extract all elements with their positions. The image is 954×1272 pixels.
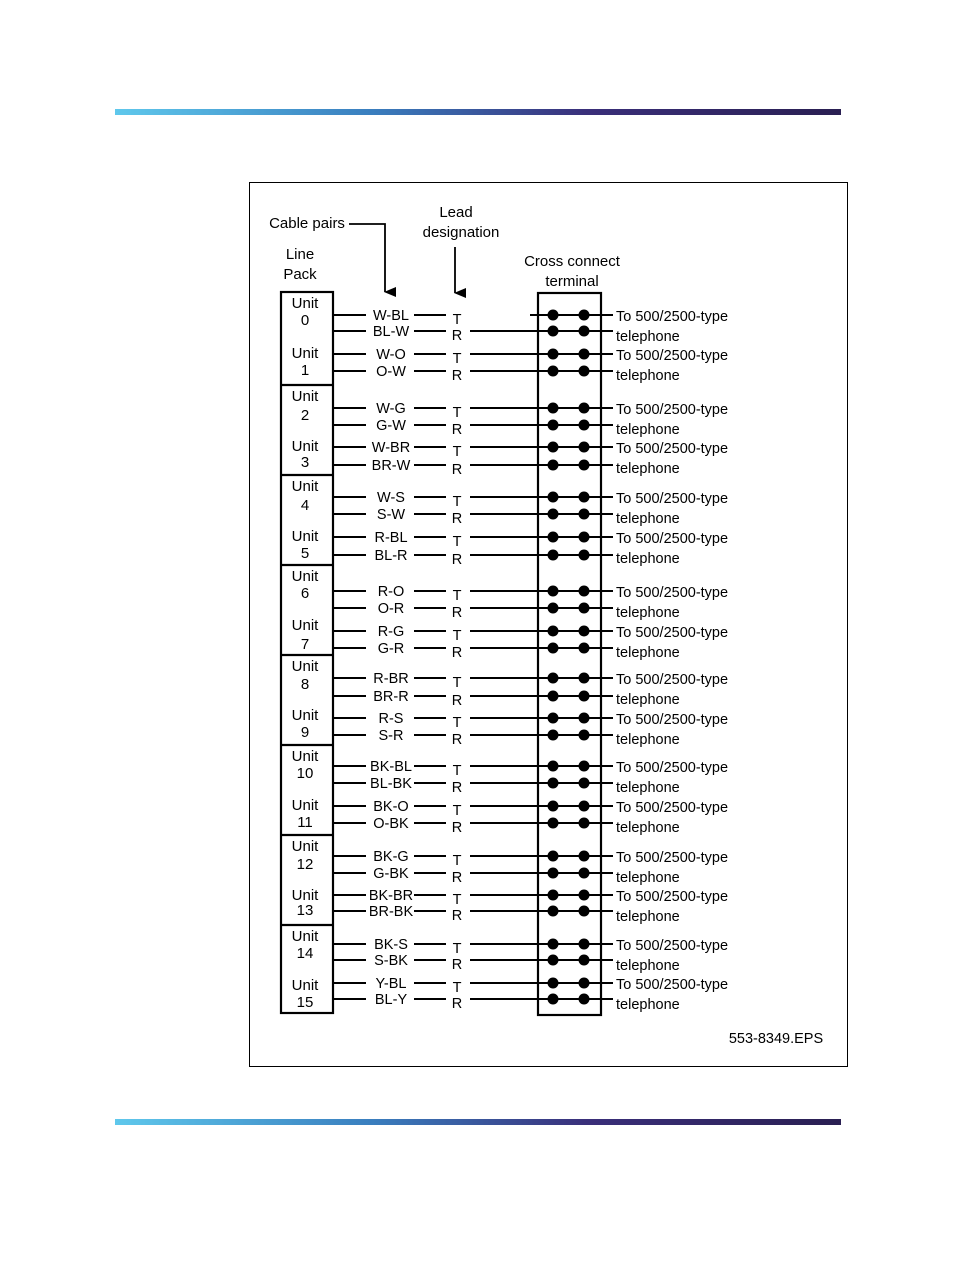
terminal-post bbox=[548, 603, 559, 614]
lead-designation: R bbox=[451, 693, 463, 709]
terminal-post bbox=[579, 730, 590, 741]
unit-label: Unit bbox=[291, 478, 319, 495]
unit-label: Unit bbox=[291, 797, 319, 814]
lead-designation: T bbox=[452, 588, 462, 604]
terminal-post bbox=[548, 403, 559, 414]
destination-label: To 500/2500-type bbox=[616, 348, 729, 364]
lead-designation: T bbox=[452, 941, 462, 957]
terminal-post bbox=[548, 420, 559, 431]
destination-label-line2: telephone bbox=[616, 645, 680, 661]
cable-pair-code: S-BK bbox=[374, 953, 408, 969]
unit-number: 11 bbox=[297, 814, 313, 831]
destination-label: To 500/2500-type bbox=[616, 531, 729, 547]
lead-designation: T bbox=[452, 444, 462, 460]
cable-pair-code: BK-BL bbox=[370, 759, 412, 775]
unit-label: Unit bbox=[291, 838, 319, 855]
destination-label-line2: telephone bbox=[616, 422, 680, 438]
lead-designation: T bbox=[452, 715, 462, 731]
terminal-post bbox=[579, 778, 590, 789]
terminal-post bbox=[579, 890, 590, 901]
unit-number: 14 bbox=[296, 945, 314, 962]
terminal-post bbox=[548, 778, 559, 789]
lead-designation: R bbox=[451, 820, 463, 836]
cable-pair-code: R-BR bbox=[373, 671, 409, 687]
terminal-post bbox=[579, 673, 590, 684]
cable-pairs-label: Cable pairs bbox=[269, 215, 345, 232]
terminal-post bbox=[579, 691, 590, 702]
destination-label: To 500/2500-type bbox=[616, 800, 729, 816]
terminal-post bbox=[548, 801, 559, 812]
cable-pair-code: W-O bbox=[376, 347, 406, 363]
cable-pair-code: BK-G bbox=[373, 849, 409, 865]
cable-pair-code: BR-R bbox=[373, 689, 409, 705]
unit-number: 9 bbox=[300, 724, 310, 741]
unit-label: Unit bbox=[291, 295, 319, 312]
cable-pair-code: BK-S bbox=[374, 937, 408, 953]
terminal-post bbox=[579, 801, 590, 812]
cable-pair-code: W-BL bbox=[373, 308, 409, 324]
terminal-post bbox=[579, 906, 590, 917]
unit-number: 7 bbox=[300, 636, 310, 653]
destination-label: To 500/2500-type bbox=[616, 760, 729, 776]
cable-pair-code: W-G bbox=[376, 401, 406, 417]
unit-label: Unit bbox=[291, 748, 319, 765]
cable-pair-code: O-BK bbox=[373, 816, 409, 832]
cable-pair-code: R-O bbox=[377, 584, 405, 600]
lead-designation: T bbox=[452, 892, 462, 908]
destination-label: To 500/2500-type bbox=[616, 889, 729, 905]
lead-designation: T bbox=[452, 494, 462, 510]
terminal-post bbox=[579, 955, 590, 966]
lead-designation: T bbox=[452, 853, 462, 869]
terminal-post bbox=[548, 532, 559, 543]
cable-pair-code: R-BL bbox=[374, 530, 408, 546]
terminal-post bbox=[548, 442, 559, 453]
lead-designation: R bbox=[451, 462, 463, 478]
terminal-post bbox=[579, 366, 590, 377]
unit-label: Unit bbox=[291, 887, 319, 904]
unit-number: 6 bbox=[300, 585, 310, 602]
terminal-post bbox=[579, 761, 590, 772]
cable-pair-code: W-S bbox=[377, 490, 405, 506]
terminal-post bbox=[548, 818, 559, 829]
terminal-post bbox=[579, 586, 590, 597]
destination-label-line2: telephone bbox=[616, 780, 680, 796]
destination-label: To 500/2500-type bbox=[616, 850, 729, 866]
cable-pairs-arrow bbox=[349, 224, 385, 292]
terminal-post bbox=[548, 868, 559, 879]
unit-label: Unit bbox=[291, 617, 319, 634]
terminal-post bbox=[579, 713, 590, 724]
terminal-post bbox=[579, 532, 590, 543]
unit-number: 0 bbox=[300, 312, 310, 329]
terminal-post bbox=[548, 939, 559, 950]
unit-label: Unit bbox=[291, 707, 319, 724]
lead-designation: T bbox=[452, 675, 462, 691]
cross-connect-label-line2: terminal bbox=[545, 273, 599, 290]
destination-label-line2: telephone bbox=[616, 551, 680, 567]
lead-designation: T bbox=[452, 628, 462, 644]
terminal-post bbox=[548, 713, 559, 724]
terminal-post bbox=[579, 460, 590, 471]
unit-label: Unit bbox=[291, 568, 319, 585]
destination-label: To 500/2500-type bbox=[616, 309, 729, 325]
cable-pair-code: R-S bbox=[378, 711, 404, 727]
terminal-post bbox=[548, 509, 559, 520]
destination-label: To 500/2500-type bbox=[616, 441, 729, 457]
terminal-post bbox=[548, 673, 559, 684]
cable-pair-code: BK-O bbox=[373, 799, 409, 815]
unit-number: 8 bbox=[300, 676, 310, 693]
destination-label-line2: telephone bbox=[616, 958, 680, 974]
destination-label-line2: telephone bbox=[616, 732, 680, 748]
unit-number: 15 bbox=[296, 994, 314, 1011]
terminal-post bbox=[548, 550, 559, 561]
unit-label: Unit bbox=[291, 658, 319, 675]
cable-pair-code: BK-BR bbox=[368, 888, 414, 904]
lead-designation: T bbox=[452, 763, 462, 779]
destination-label-line2: telephone bbox=[616, 870, 680, 886]
terminal-post bbox=[579, 492, 590, 503]
terminal-post bbox=[579, 442, 590, 453]
cross-connect-terminal-box bbox=[538, 293, 601, 1015]
terminal-post bbox=[579, 626, 590, 637]
destination-label: To 500/2500-type bbox=[616, 491, 729, 507]
destination-label: To 500/2500-type bbox=[616, 938, 729, 954]
lead-designation: R bbox=[451, 870, 463, 886]
destination-label: To 500/2500-type bbox=[616, 977, 729, 993]
cable-pair-code: R-G bbox=[377, 624, 405, 640]
lead-designation: R bbox=[451, 908, 463, 924]
cable-pair-code: G-W bbox=[376, 418, 406, 434]
lead-designation: R bbox=[451, 957, 463, 973]
unit-number: 12 bbox=[296, 856, 314, 873]
terminal-post bbox=[548, 691, 559, 702]
cable-pair-code: O-W bbox=[376, 364, 406, 380]
cross-connect-label-line1: Cross connect bbox=[524, 253, 620, 270]
lead-designation: R bbox=[451, 780, 463, 796]
destination-label-line2: telephone bbox=[616, 329, 680, 345]
destination-label-line2: telephone bbox=[616, 820, 680, 836]
terminal-post bbox=[548, 626, 559, 637]
unit-label: Unit bbox=[291, 388, 319, 405]
cable-pair-code: S-W bbox=[376, 507, 406, 523]
lead-designation: R bbox=[451, 645, 463, 661]
lead-designation: T bbox=[452, 405, 462, 421]
lead-designation: R bbox=[451, 605, 463, 621]
terminal-post bbox=[548, 643, 559, 654]
terminal-post bbox=[579, 818, 590, 829]
unit-label: Unit bbox=[291, 977, 319, 994]
unit-number: 1 bbox=[300, 362, 310, 379]
destination-label: To 500/2500-type bbox=[616, 712, 729, 728]
line-pack-label-line2: Pack bbox=[283, 266, 317, 283]
destination-label: To 500/2500-type bbox=[616, 672, 729, 688]
unit-number: 5 bbox=[300, 545, 310, 562]
terminal-post bbox=[579, 509, 590, 520]
lead-label-line2: designation bbox=[422, 224, 500, 241]
cable-pair-code: BL-BK bbox=[370, 776, 412, 792]
lead-label-line1: Lead bbox=[439, 204, 473, 221]
cable-pair-code: BL-R bbox=[374, 548, 408, 564]
terminal-post bbox=[579, 939, 590, 950]
terminal-post bbox=[548, 310, 559, 321]
lead-designation: T bbox=[452, 351, 462, 367]
unit-label: Unit bbox=[291, 928, 319, 945]
terminal-post bbox=[579, 326, 590, 337]
terminal-post bbox=[548, 906, 559, 917]
destination-label: To 500/2500-type bbox=[616, 585, 729, 601]
cable-pair-code: BR-BK bbox=[368, 904, 414, 920]
terminal-post bbox=[548, 349, 559, 360]
cable-pair-code: W-BR bbox=[371, 440, 411, 456]
unit-number: 10 bbox=[296, 765, 314, 782]
terminal-post bbox=[548, 851, 559, 862]
terminal-post bbox=[579, 868, 590, 879]
terminal-post bbox=[548, 730, 559, 741]
terminal-post bbox=[579, 349, 590, 360]
figure-id: 553-8349.EPS bbox=[728, 1031, 824, 1047]
unit-number: 2 bbox=[300, 407, 310, 424]
terminal-post bbox=[548, 586, 559, 597]
lead-designation: R bbox=[451, 368, 463, 384]
cable-pair-code: G-R bbox=[377, 641, 405, 657]
unit-label: Unit bbox=[291, 438, 319, 455]
unit-label: Unit bbox=[291, 528, 319, 545]
lead-designation: R bbox=[451, 552, 463, 568]
unit-number: 13 bbox=[296, 902, 314, 919]
unit-label: Unit bbox=[291, 345, 319, 362]
terminal-post bbox=[579, 603, 590, 614]
destination-label-line2: telephone bbox=[616, 909, 680, 925]
unit-number: 3 bbox=[300, 454, 310, 471]
lead-designation: T bbox=[452, 980, 462, 996]
unit-number: 4 bbox=[300, 497, 310, 514]
cable-pair-code: BL-W bbox=[372, 324, 410, 340]
terminal-post bbox=[548, 994, 559, 1005]
terminal-post bbox=[579, 420, 590, 431]
cable-pair-code: Y-BL bbox=[375, 976, 407, 992]
lead-designation: T bbox=[452, 312, 462, 328]
terminal-post bbox=[548, 326, 559, 337]
destination-label-line2: telephone bbox=[616, 511, 680, 527]
terminal-post bbox=[579, 978, 590, 989]
cable-pair-code: G-BK bbox=[373, 866, 409, 882]
terminal-post bbox=[579, 550, 590, 561]
lead-designation: T bbox=[452, 803, 462, 819]
lead-designation: R bbox=[451, 996, 463, 1012]
destination-label-line2: telephone bbox=[616, 461, 680, 477]
terminal-post bbox=[548, 366, 559, 377]
lead-designation: T bbox=[452, 534, 462, 550]
units-layer bbox=[281, 295, 728, 1013]
terminal-post bbox=[548, 978, 559, 989]
cable-pair-code: S-R bbox=[378, 728, 404, 744]
line-pack-label-line1: Line bbox=[285, 246, 315, 263]
cable-pair-code: O-R bbox=[377, 601, 405, 617]
cable-pair-code: BR-W bbox=[371, 458, 411, 474]
destination-label: To 500/2500-type bbox=[616, 402, 729, 418]
terminal-post bbox=[579, 994, 590, 1005]
terminal-post bbox=[579, 403, 590, 414]
terminal-post bbox=[548, 761, 559, 772]
lead-designation: R bbox=[451, 422, 463, 438]
terminal-post bbox=[579, 310, 590, 321]
terminal-post bbox=[548, 890, 559, 901]
cable-pair-code: BL-Y bbox=[374, 992, 408, 1008]
lead-designation: R bbox=[451, 328, 463, 344]
lead-designation: R bbox=[451, 511, 463, 527]
lead-designation: R bbox=[451, 732, 463, 748]
destination-label-line2: telephone bbox=[616, 368, 680, 384]
destination-label-line2: telephone bbox=[616, 997, 680, 1013]
destination-label-line2: telephone bbox=[616, 605, 680, 621]
terminal-post bbox=[548, 460, 559, 471]
destination-label: To 500/2500-type bbox=[616, 625, 729, 641]
destination-label-line2: telephone bbox=[616, 692, 680, 708]
terminal-post bbox=[579, 851, 590, 862]
terminal-post bbox=[548, 955, 559, 966]
terminal-post bbox=[548, 492, 559, 503]
terminal-post bbox=[579, 643, 590, 654]
